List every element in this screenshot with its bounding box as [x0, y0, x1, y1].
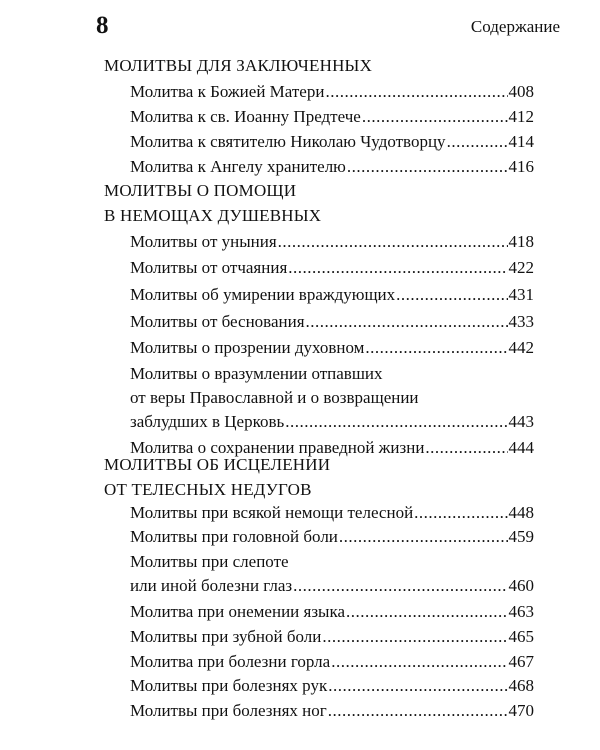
dot-leader — [346, 600, 507, 624]
dot-leader — [331, 650, 507, 674]
dot-leader — [278, 230, 508, 254]
toc-entry-title: Молитва при болезни горла — [130, 652, 331, 671]
toc-entry-page-number: 422 — [508, 258, 534, 277]
dot-leader — [325, 80, 507, 104]
dot-leader — [293, 574, 507, 598]
dot-leader — [447, 130, 508, 154]
toc-entry-page-number: 418 — [508, 232, 534, 251]
section-heading: МОЛИТВЫ ДЛЯ ЗАКЛЮЧЕННЫХ — [104, 56, 373, 75]
section-heading: В НЕМОЩАХ ДУШЕВНЫХ — [104, 206, 322, 225]
dot-leader — [362, 105, 508, 129]
toc-entry[interactable] — [130, 625, 534, 649]
toc-entry-title: заблудших в Церковь — [130, 412, 285, 431]
dot-leader — [288, 256, 507, 280]
toc-entry-title: Молитва к Ангелу хранителю — [130, 157, 346, 176]
page-number: 8 — [96, 12, 109, 39]
toc-entry-title-line: Молитвы о вразумлении отпавших — [130, 364, 383, 383]
toc-entry[interactable] — [130, 80, 534, 104]
toc-entry-page-number: 412 — [508, 107, 534, 126]
toc-entry-page-number: 433 — [508, 312, 534, 331]
toc-entry-page-number: 448 — [508, 503, 534, 522]
toc-entry-title: или иной болезни глаз — [130, 576, 293, 595]
toc-entry[interactable] — [130, 256, 534, 280]
toc-entry-title: Молитвы при всякой немощи телесной — [130, 503, 414, 522]
dot-leader — [322, 625, 507, 649]
toc-entry-title: Молитва к святителю Николаю Чудотворцу — [130, 132, 446, 151]
toc-entry-title: Молитвы при головной боли — [130, 527, 338, 546]
dot-leader — [328, 699, 508, 723]
toc-entry[interactable] — [130, 336, 534, 360]
toc-entry-page-number: 442 — [508, 338, 534, 357]
toc-entry[interactable] — [130, 650, 534, 674]
toc-entry-title: Молитвы об умирении враждующих — [130, 285, 396, 304]
running-head: Содержание — [470, 17, 560, 36]
toc-entry[interactable] — [130, 699, 534, 723]
toc-entry-title: Молитва к Божией Матери — [130, 82, 325, 101]
toc-entry[interactable] — [130, 105, 534, 129]
toc-entry-page-number: 460 — [508, 576, 534, 595]
toc-entry-title-line: от веры Православной и о возвращении — [130, 388, 419, 407]
toc-entry[interactable] — [130, 155, 534, 179]
dot-leader — [414, 501, 507, 525]
toc-entry[interactable] — [130, 501, 534, 525]
toc-entry-page-number: 463 — [508, 602, 534, 621]
dot-leader — [339, 525, 508, 549]
dot-leader — [285, 410, 507, 434]
toc-entry-page-number: 468 — [508, 676, 534, 695]
toc-entry[interactable] — [130, 525, 534, 549]
toc-entry-title: Молитвы о прозрении духовном — [130, 338, 365, 357]
toc-entry-page-number: 431 — [508, 285, 534, 304]
dot-leader — [365, 336, 507, 360]
toc-entry-title: Молитвы при болезнях ног — [130, 701, 327, 720]
section-heading: МОЛИТВЫ ОБ ИСЦЕЛЕНИИ — [104, 455, 331, 474]
toc-entry[interactable] — [130, 550, 534, 598]
dot-leader — [347, 155, 508, 179]
toc-entry-page-number: 459 — [508, 527, 534, 546]
dot-leader — [328, 674, 507, 698]
toc-entry-page-number: 467 — [508, 652, 534, 671]
toc-entry-title-line: Молитвы при слепоте — [130, 552, 289, 571]
toc-entry-page-number: 465 — [508, 627, 534, 646]
toc-entry[interactable] — [130, 310, 534, 334]
toc-entry-title: Молитва при онемении языка — [130, 602, 346, 621]
toc-entry-page-number: 414 — [508, 132, 534, 151]
toc-entry-page-number: 408 — [508, 82, 534, 101]
dot-leader — [425, 436, 507, 460]
toc-entry-page-number: 470 — [508, 701, 534, 720]
toc-entry-title: Молитвы при болезнях рук — [130, 676, 328, 695]
toc-entry-title: Молитва к св. Иоанну Предтече — [130, 107, 361, 126]
toc-entry[interactable] — [130, 283, 534, 307]
toc-entry[interactable] — [130, 600, 534, 624]
toc-entry-title: Молитвы от уныния — [130, 232, 277, 251]
toc-entry[interactable] — [130, 674, 534, 698]
toc-entry[interactable] — [130, 130, 534, 154]
dot-leader — [306, 310, 508, 334]
section-heading: ОТ ТЕЛЕСНЫХ НЕДУГОВ — [104, 480, 312, 499]
toc-entry-page-number: 443 — [508, 412, 534, 431]
toc-entry-title: Молитва о сохранении праведной жизни — [130, 438, 425, 457]
toc-entry-title: Молитвы от отчаяния — [130, 258, 288, 277]
dot-leader — [396, 283, 507, 307]
toc-entry[interactable] — [130, 230, 534, 254]
toc-entry-title: Молитвы при зубной боли — [130, 627, 322, 646]
toc-entry[interactable] — [130, 362, 534, 434]
toc-entry-title: Молитвы от беснования — [130, 312, 305, 331]
toc-entry-page-number: 416 — [508, 157, 534, 176]
section-heading: МОЛИТВЫ О ПОМОЩИ — [104, 181, 297, 200]
toc-entry-page-number: 444 — [508, 438, 534, 457]
